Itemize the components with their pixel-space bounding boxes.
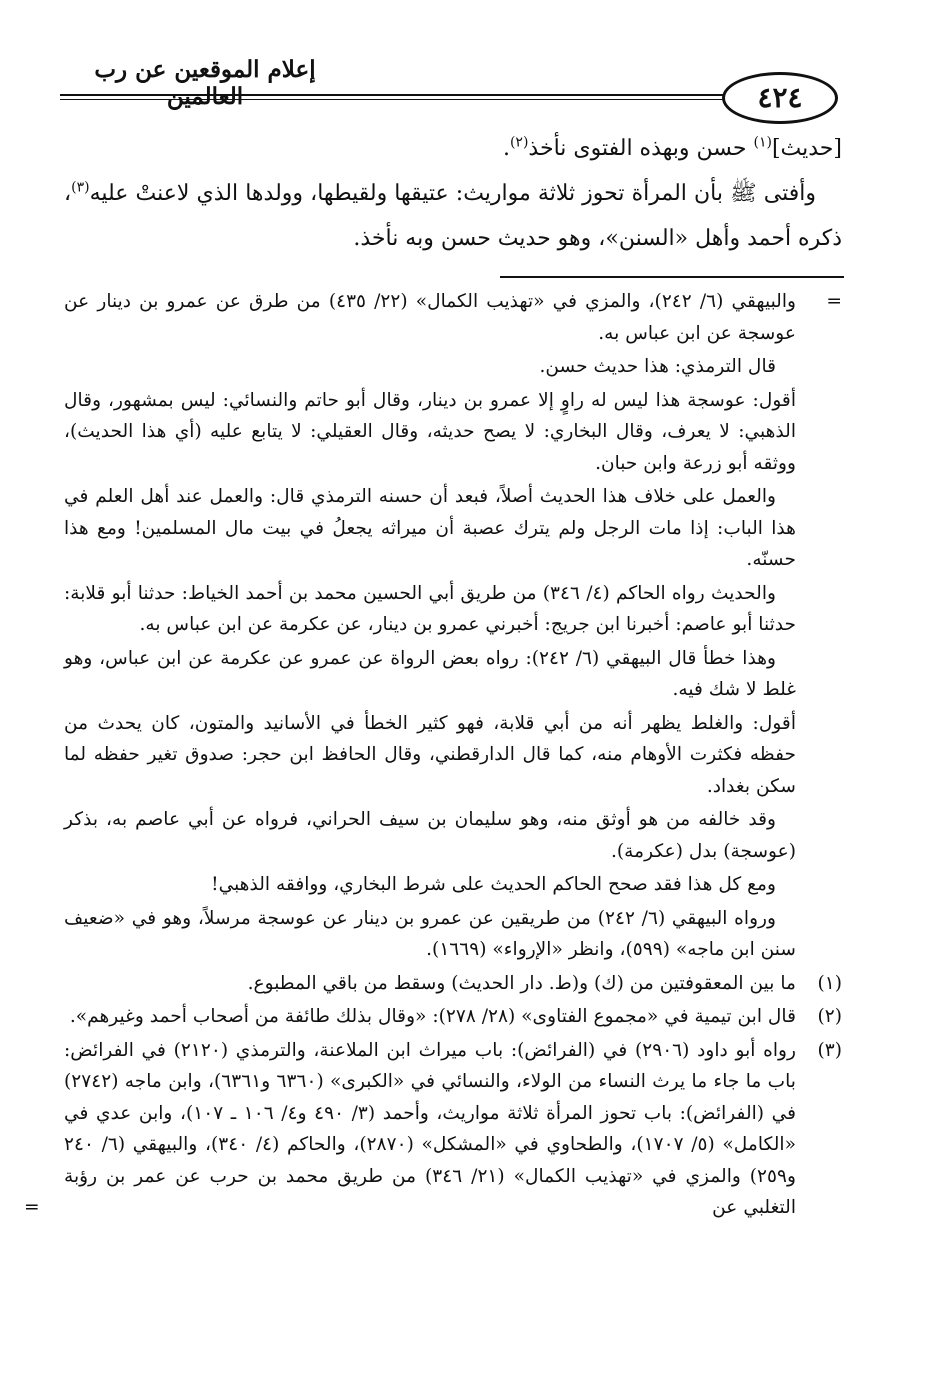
footnote-text: ما بين المعقوفتين من (ك) و(ط. دار الحديث) وسقط من باقي المطبوع. [247,972,796,994]
main-text-span: . [502,136,510,161]
footnote-text: قال ابن تيمية في «مجموع الفتاوى» (٢٨/ ٢٧٨): «وقال بذلك طائفة من أصحاب أحمد وغيرهم». [69,1006,796,1027]
page-number: ٤٢٤ [722,72,838,124]
bracketed-word: [حديث] [771,136,842,161]
footnote-separator [500,276,844,278]
footnotes [24,286,842,1226]
footnote-continuation [64,286,842,349]
footnote-ref-2: (٢) [509,134,529,151]
footnote-ref-3: (٣) [71,179,90,196]
footnote-continuation [64,481,842,576]
footnote-paragraph: والعمل على خلاف هذا الحديث أصلاً، فبعد أن حسنه الترمذي قال: والعمل عند أهل العلم في هذا الباب: إذا مات الرجل ولم يترك عصبة أن ميراثه يجعلُ في بيت مال المسلمين! ومع هذا حسنّه. [64,486,796,570]
footnote-continuation [64,385,842,480]
continuation-marker: = [24,1197,40,1218]
main-text [64,126,842,261]
footnote-1 [64,968,842,1000]
footnote-continuation [64,351,842,383]
footnote-2 [64,1001,842,1033]
book-title: إعلام الموقعين عن رب العالمين [94,56,316,110]
footnote-continuation [64,804,842,867]
main-line-1 [64,126,842,171]
footnote-paragraph: أقول: عوسجة هذا ليس له راوٍ إلا عمرو بن دينار، وقال أبو حاتم والنسائي: ليس بمشهور، وقال الذهبي: لا يعرف، وقال البخاري: لا يصح حديثه، وقال العقيلي: لا يتابع عليه (أي هذا الحديث)، ووثقه أبو زرعة وابن حبان. [64,389,796,474]
footnote-continuation [64,578,842,641]
footnote-paragraph: ومع كل هذا فقد صحح الحاكم الحديث على شرط البخاري، ووافقه الذهبي! [211,874,776,895]
footnote-ref-1: (١) [753,134,772,151]
footnote-paragraph: والبيهقي (٦/ ٢٤٢)، والمزي في «تهذيب الكمال» (٢٢/ ٤٣٥) من طرق عن عمرو بن دينار عن عوسجة عن ابن عباس به. [64,291,796,344]
footnote-number: (٣) [817,1039,842,1061]
footnote-paragraph: وقد خالفه من هو أوثق منه، وهو سليمان بن سيف الحراني، فرواه عن أبي عاصم به، بذكر (عوسجة) بدل (عكرمة). [64,809,796,862]
footnote-continuation [64,903,842,966]
footnote-text: رواه أبو داود (٢٩٠٦) في (الفرائض): باب ميراث ابن الملاعنة، والترمذي (٢١٢٠) في الفرائض: باب ما جاء ما يرث النساء من الولاء، والنسائي في «الكبرى» (٦٣٦٠ و٦٣٦١)، وابن ماجه (٢٧٤٢) في (الفرائض): باب تحوز المرأة ثلاثة مواريث، وأحمد (٣/ ٤٩٠ و٤/ ١٠٦ ـ ١٠٧)، وابن عدي في «الكامل» (٥/ ١٧٠٧)، والطحاوي في «المشكل» (٢٨٧٠)، والحاكم (٤/ ٣٤٠)، والبيهقي (٦/ ٢٤٠ و٢٥٩) والمزي في «تهذيب الكمال» (٢١/ ٣٤٦) من طريق محمد بن حرب عن عمر بن رؤبة التغلبي عن [64,1039,796,1218]
main-text-span: حسن وبهذه الفتوى نأخذ [528,136,754,161]
footnote-paragraph: ورواه البيهقي (٦/ ٢٤٢) من طريقين عن عمرو بن دينار عن عوسجة مرسلاً، وهو في «ضعيف سنن ابن ماجه» (٥٩٩)، وانظر «الإرواء» (١٦٦٩). [64,907,796,960]
footnote-continuation [64,708,842,803]
footnote-number: (١) [817,972,842,994]
main-paragraph-2 [64,171,842,261]
main-text-span: وأفتى ﷺ بأن المرأة تحوز ثلاثة مواريث: عتيقها ولقيطها، وولدها الذي لاعنتْ عليه [89,181,816,206]
footnote-continuation [64,869,842,901]
continuation-marker: = [826,291,842,312]
main-text-span: ، ذكره أحمد وأهل «السنن»، وهو حديث حسن وبه نأخذ. [64,181,842,251]
footnote-3 [24,1035,842,1224]
footnote-paragraph: وهذا خطأ قال البيهقي (٦/ ٢٤٢): رواه بعض الرواة عن عمرو عن عكرمة عن ابن عباس، وهو غلط لا شك فيه. [64,647,796,700]
footnote-continuation [64,643,842,706]
footnote-paragraph: قال الترمذي: هذا حديث حسن. [539,356,776,377]
footnote-number: (٢) [817,1006,842,1027]
footnote-paragraph: والحديث رواه الحاكم (٤/ ٣٤٦) من طريق أبي الحسين محمد بن أحمد الخياط: حدثنا أبو قلابة: حدثنا أبو عاصم: أخبرنا ابن جريج: أخبرني عمرو بن دينار، عن عكرمة عن ابن عباس به. [64,582,796,635]
footnote-paragraph: أقول: والغلط يظهر أنه من أبي قلابة، فهو كثير الخطأ في الأسانيد والمتون، كان يحدث من حفظه فكثرت الأوهام منه، كما قال الدارقطني، وقال الحافظ ابن حجر: صدوق تغير حفظه لما سكن بغداد. [64,712,796,797]
